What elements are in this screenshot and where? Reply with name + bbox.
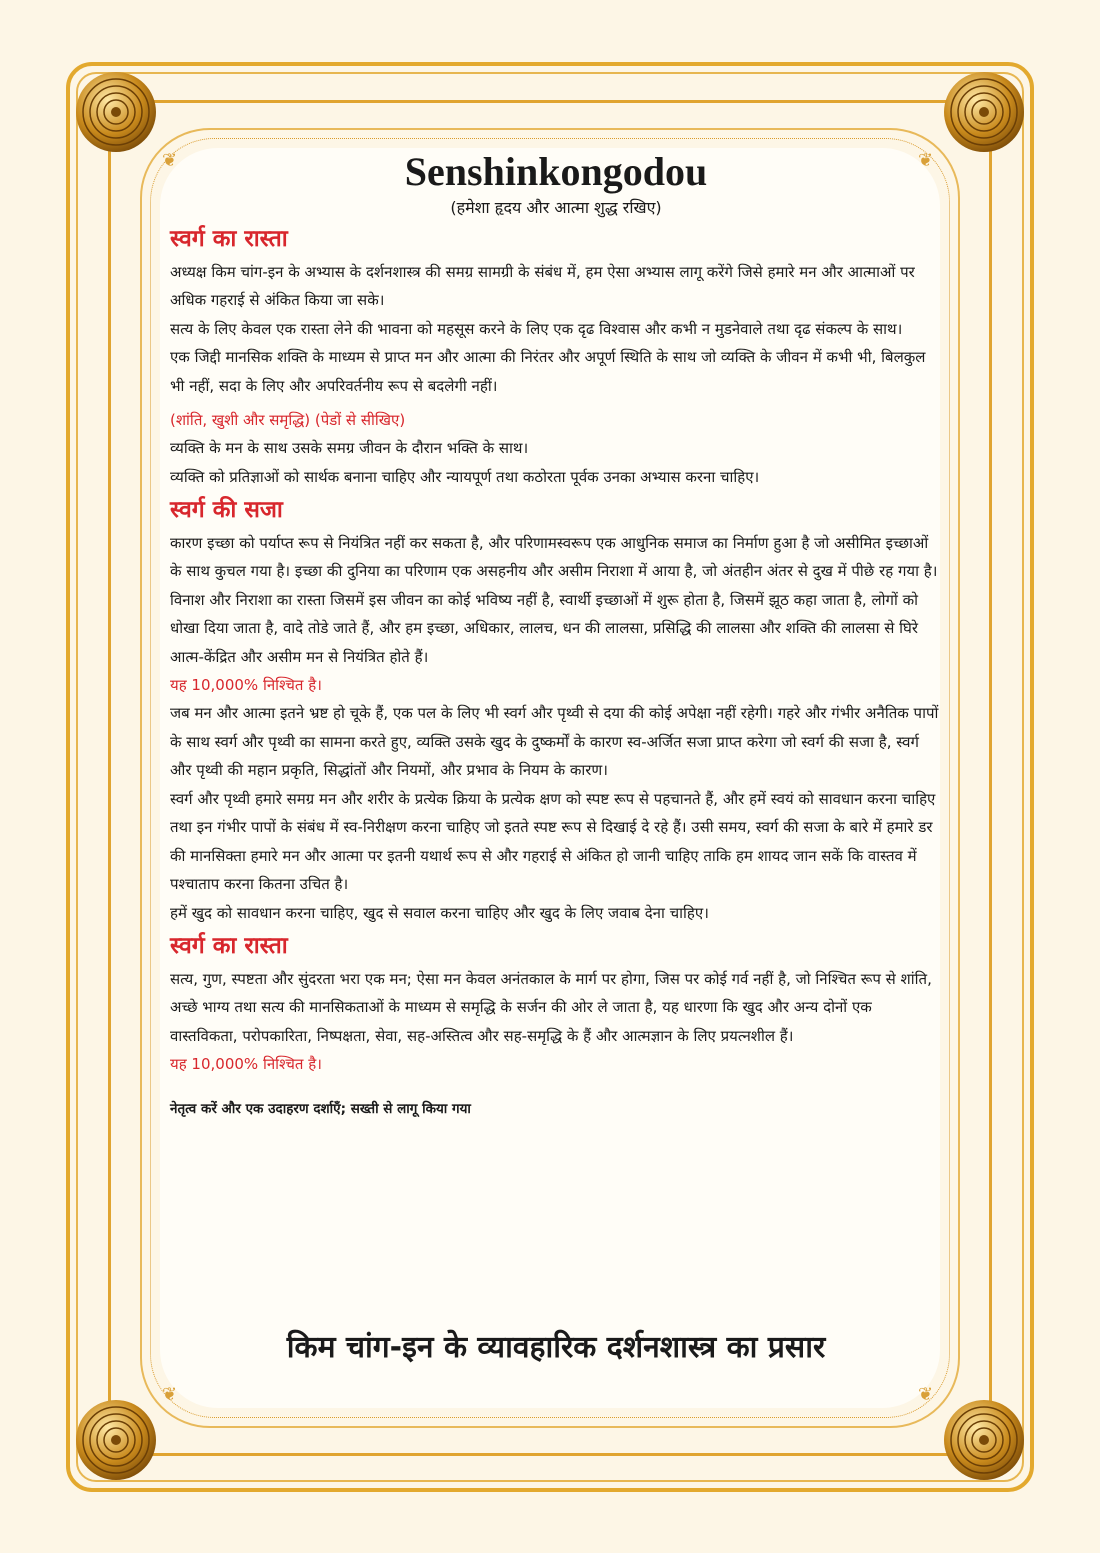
paragraph: हमें खुद को सावधान करना चाहिए, खुद से सवाल करना चाहिए और खुद के लिए जवाब देना चाहिए। (170, 903, 709, 922)
paragraph: एक जिद्दी मानसिक शक्ति के माध्यम से प्राप्त मन और आत्मा की निरंतर और अपूर्ण स्थिति के साथ जो व्यक्ति के जीवन में कभी भी, बिलकुल भी नहीं, सदा के लिए और अपरिवर्तनीय रूप से बदलेगी नहीं। (170, 348, 926, 395)
gold-medallion-icon (74, 70, 158, 154)
document-body (170, 150, 942, 1120)
paragraph: स्वर्ग और पृथ्वी हमारे समग्र मन और शरीर के प्रत्येक क्रिया के प्रत्येक क्षण को स्पष्ट रूप से पहचानते हैं, और हमें स्वयं को सावधान करना चाहिए तथा इन गंभीर पापों के संबंध में स्व-निरीक्षण करना चाहिए जो इतते स्पष्ट रूप से दिखाई दे रहे हैं। उसी समय, स्वर्ग की सजा के बारे में हमारे डर की मानसिक्ता हमारे मन और आत्मा पर इतनी यथार्थ रूप से और गहराई से अंकित हो जानी चाहिए ताकि हम शायद जान सकें कि वास्तव में पश्चाताप करना कितना उचित है। (170, 789, 936, 894)
section-heading-path-to-heaven-2: स्वर्ग का रास्ता (170, 933, 288, 960)
highlight-line: यह 10,000% निश्चित है। (170, 1055, 322, 1074)
scroll-flourish-icon: ❦ (918, 150, 934, 171)
paragraph: अध्यक्ष किम चांग-इन के अभ्यास के दर्शनशास्त्र की समग्र सामग्री के संबंध में, हम ऐसा अभ्यास लागू करेंगे जिसे हमारे मन और आत्माओं पर अधिक गहराई से अंकित किया जा सके। (170, 262, 915, 310)
section-heading-punishment-of-heaven: स्वर्ग की सजा (170, 497, 283, 524)
paragraph: सत्य, गुण, स्पष्टता और सुंदरता भरा एक मन; ऐसा मन केवल अनंतकाल के मार्ग पर होगा, जिस पर कोई गर्व नहीं है, जो निश्चित रूप से शांति, अच्छे भाग्य तथा सत्य की मानसिकताओं के माध्यम से समृद्धि के सर्जन की ओर ले जाता है, यह धारणा कि खुद और अन्य दोनों एक वास्तविकता, परोपकारिता, निष्पक्षता, सेवा, सह-अस्तित्व और सह-समृद्धि के हैं और आत्मज्ञान के लिए प्रयत्नशील हैं। (170, 969, 932, 1045)
paragraph: कारण इच्छा को पर्याप्त रूप से नियंत्रित नहीं कर सकता है, और परिणामस्वरूप एक आधुनिक समाज का निर्माण हुआ है जो असीमित इच्छाओं के साथ कुचल गया है। इच्छा की दुनिया का परिणाम एक असहनीय और असीम निराशा में आया है, जो अंतहीन अंतर से दुख में पीछे रह गया है। विनाश और निराशा का रास्ता जिसमें इस जीवन का कोई भविष्य नहीं है, स्वार्थी इच्छाओं में शुरू होता है, जिसमें झूठ कहा जाता है, लोगों को धोखा दिया जाता है, वादे तोडे जाते हैं, और हम इच्छा, अधिकार, लालच, धन की लालसा, प्रसिद्धि की लालसा और शक्ति की लालसा से घिरे आत्म-केंद्रित और असीम मन से नियंत्रित होते हैं। (170, 533, 938, 666)
gold-medallion-icon (74, 1398, 158, 1482)
highlight-line: यह 10,000% निश्चित है। (170, 676, 322, 695)
scroll-flourish-icon: ❦ (918, 1384, 934, 1405)
highlight-line: (शांति, खुशी और समृद्धि) (पेडों से सीखिए) (170, 411, 406, 430)
scroll-flourish-icon: ❦ (162, 1384, 178, 1405)
gold-medallion-icon (942, 70, 1026, 154)
paragraph: व्यक्ति को प्रतिज्ञाओं को सार्थक बनाना चाहिए और न्यायपूर्ण तथा कठोरता पूर्वक उनका अभ्यास करना चाहिए। (170, 467, 760, 486)
paragraph: सत्य के लिए केवल एक रास्ता लेने की भावना को महसूस करने के लिए एक दृढ विश्वास और कभी न मुडनेवाले तथा दृढ संकल्प के साथ। (170, 319, 903, 338)
page-title: Senshinkongodou (404, 149, 708, 194)
page-subtitle: (हमेशा हृदय और आत्मा शुद्ध रखिए) (450, 198, 662, 217)
section-heading-path-to-heaven: स्वर्ग का रास्ता (170, 226, 288, 252)
gold-medallion-icon (942, 1398, 1026, 1482)
paragraph: व्यक्ति के मन के साथ उसके समग्र जीवन के दौरान भक्ति के साथ। (170, 439, 529, 458)
footer-title: किम चांग-इन के व्यावहारिक दर्शनशास्त्र का प्रसार (286, 1330, 826, 1365)
scroll-flourish-icon: ❦ (162, 150, 178, 171)
closing-line: नेतृत्व करें और एक उदाहरण दर्शाएँ; सख्ती से लागू किया गया (170, 1101, 471, 1118)
paragraph: जब मन और आत्मा इतने भ्रष्ट हो चूके हैं, एक पल के लिए भी स्वर्ग और पृथ्वी से दया की कोई अपेक्षा नहीं रहेगी। गहरे और गंभीर अनैतिक पापों के साथ स्वर्ग और पृथ्वी का सामना करते हुए, व्यक्ति उसके खुद के दुष्कर्मों के कारण स्व-अर्जित सजा प्राप्त करेगा जो स्वर्ग की सजा है, स्वर्ग और पृथ्वी की महान प्रकृति, सिद्धांतों और नियमों, और प्रभाव के नियम के कारण। (170, 704, 939, 780)
